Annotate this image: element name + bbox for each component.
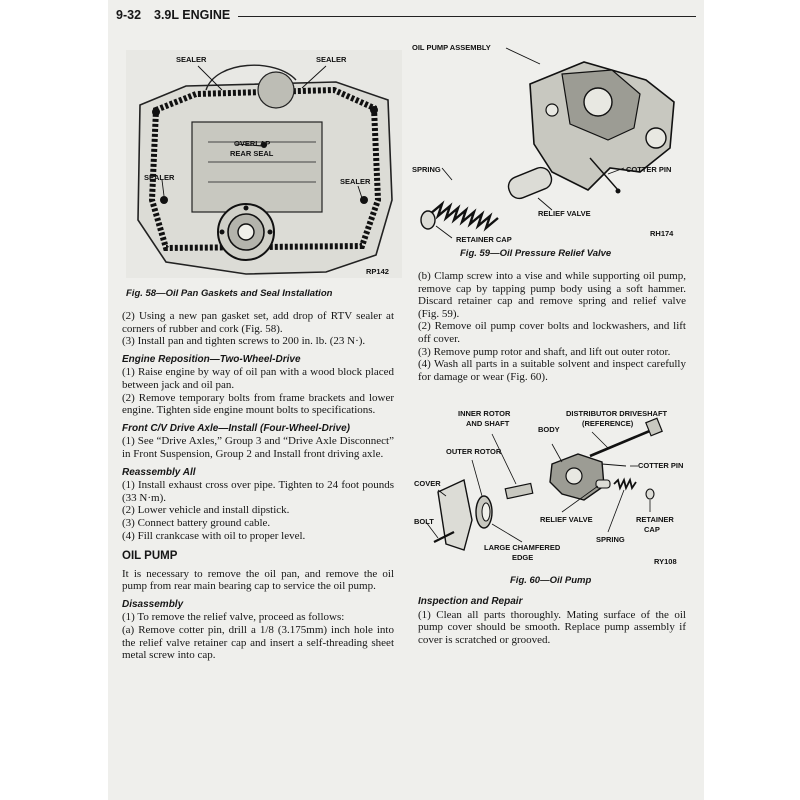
label-retainer: RETAINER: [636, 515, 674, 524]
label-reference: (REFERENCE): [582, 419, 634, 428]
label-retainer-cap: RETAINER CAP: [456, 235, 512, 244]
paragraph: (1) Install exhaust cross over pipe. Tighten to 24 foot pounds (33 N·m).: [122, 479, 394, 504]
label-and-shaft: AND SHAFT: [466, 419, 510, 428]
label-oil-pump-assembly: OIL PUMP ASSEMBLY: [412, 43, 491, 52]
header-rule: [238, 16, 696, 17]
paragraph: (2) Remove oil pump cover bolts and lockwashers, and lift off cover.: [418, 320, 686, 345]
label-spring: SPRING: [596, 535, 625, 544]
page-number: 9-32: [116, 8, 142, 22]
figure-60-oil-pump: [412, 404, 692, 568]
label-sealer-top-left: SEALER: [176, 55, 207, 64]
label-outer-rotor: OUTER ROTOR: [446, 447, 502, 456]
subheading-disassembly: Disassembly: [122, 598, 184, 610]
subheading-front-axle: Front C/V Drive Axle—Install (Four-Wheel-Drive): [122, 422, 350, 434]
subheading-reassembly: Reassembly All: [122, 466, 196, 478]
figure-58-caption: Fig. 58—Oil Pan Gaskets and Seal Installation: [126, 288, 333, 299]
label-cap: CAP: [644, 525, 660, 534]
label-sealer-mid-right: SEALER: [340, 177, 371, 186]
label-large-chamfered: LARGE CHAMFERED: [484, 543, 561, 552]
label-bolt: BOLT: [414, 517, 434, 526]
section-title: 3.9L ENGINE: [154, 8, 231, 22]
label-overlap: OVERLAP: [234, 139, 271, 148]
figure-58-oil-pan-gaskets: [126, 50, 402, 278]
paragraph: It is necessary to remove the oil pan, and remove the oil pump from rear main bearing cap to service the oil pump.: [122, 567, 394, 593]
paragraph: (2) Remove temporary bolts from frame brackets and lower engine. Tighten side engine mount bolts to specifications.: [122, 391, 394, 417]
section-heading-oil-pump: OIL PUMP: [122, 550, 178, 563]
figure-59-caption: Fig. 59—Oil Pressure Relief Valve: [460, 248, 612, 259]
label-spring: SPRING: [412, 165, 441, 174]
subheading-engine-reposition: Engine Reposition—Two-Wheel-Drive: [122, 353, 301, 365]
page-header: [116, 8, 696, 24]
label-sealer-top-right: SEALER: [316, 55, 347, 64]
figure-ref-code: RP142: [366, 267, 389, 276]
paragraph: (1) Raise engine by way of oil pan with a wood block placed between jack and oil pan.: [122, 366, 394, 391]
label-relief-valve: RELIEF VALVE: [540, 515, 593, 524]
figure-60-caption: Fig. 60—Oil Pump: [510, 575, 592, 586]
figure-ref-code: RY108: [654, 557, 677, 566]
label-cotter-pin: COTTER PIN: [638, 461, 684, 470]
label-inner-rotor: INNER ROTOR: [458, 409, 511, 418]
right-column-lower: [418, 596, 686, 646]
paragraph: (4) Wash all parts in a suitable solvent and inspect carefully for damage or wear (Fig. 60).: [418, 358, 686, 383]
label-relief-valve: RELIEF VALVE: [538, 209, 591, 218]
label-cover: COVER: [414, 479, 441, 488]
paragraph: (1) Clean all parts thoroughly. Mating surface of the oil pump cover should be smooth. Replace pump assembly if cover is scratched or grooved.: [418, 608, 686, 646]
right-column-upper: [418, 270, 686, 383]
paragraph: (3) Install pan and tighten screws to 200 in. lb. (23 N·).: [122, 335, 366, 348]
paragraph: (b) Clamp screw into a vise and while supporting oil pump, remove cap by tapping pump body using a soft hammer. Discard retainer cap and remove spring and relief valve (Fig. 59).: [418, 270, 686, 320]
label-edge: EDGE: [512, 553, 534, 562]
label-distributor-driveshaft: DISTRIBUTOR DRIVESHAFT: [566, 409, 668, 418]
left-column: [122, 310, 394, 662]
paragraph: (a) Remove cotter pin, drill a 1/8 (3.175mm) inch hole into the relief valve retainer cap and insert a self-threading sheet metal screw into cap.: [122, 624, 394, 662]
figure-ref-code: RH174: [650, 229, 674, 238]
label-body: BODY: [538, 425, 560, 434]
label-sealer-mid-left: SEALER: [144, 173, 175, 182]
paragraph: (3) Remove pump rotor and shaft, and lift out outer rotor.: [418, 345, 671, 358]
label-cotter-pin: COTTER PIN: [626, 165, 672, 174]
paragraph: (1) See “Drive Axles,” Group 3 and “Drive Axle Disconnect” in Front Suspension, Group 2 and Install front driving axle.: [122, 435, 394, 460]
paragraph: (1) To remove the relief valve, proceed as follows:: [122, 611, 345, 624]
paragraph: (4) Fill crankcase with oil to proper level.: [122, 529, 306, 542]
paragraph: (2) Lower vehicle and install dipstick.: [122, 504, 290, 517]
subheading-inspection: Inspection and Repair: [418, 596, 523, 607]
figure-59-relief-valve: [412, 40, 692, 246]
paragraph: (2) Using a new pan gasket set, add drop of RTV sealer at corners of rubber and cork (Fig. 58).: [122, 310, 394, 335]
label-rear-seal: REAR SEAL: [230, 149, 274, 158]
paragraph: (3) Connect battery ground cable.: [122, 516, 271, 529]
